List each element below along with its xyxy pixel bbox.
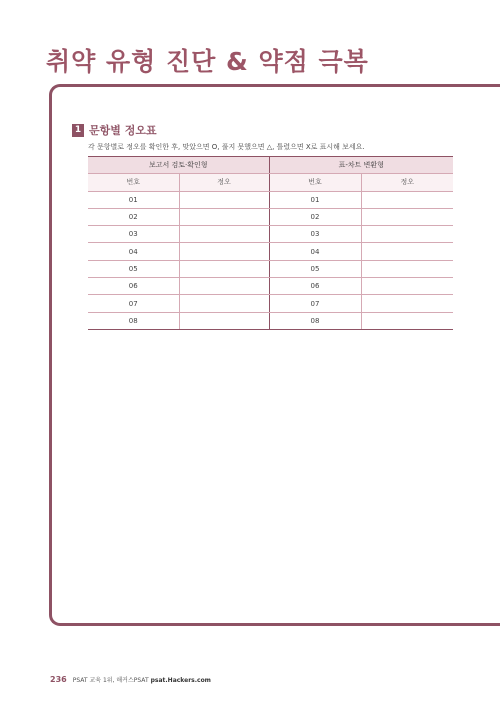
column-header-number: 번호 [88, 174, 179, 191]
result-cell[interactable] [179, 295, 269, 312]
column-header-number: 번호 [269, 174, 361, 191]
column-header-result: 정오 [179, 174, 269, 191]
table-row [88, 226, 453, 243]
question-number-cell: 02 [269, 208, 361, 225]
page-number: 236 [50, 675, 67, 684]
table-row [88, 278, 453, 295]
result-cell[interactable] [361, 278, 453, 295]
question-number-cell: 01 [269, 191, 361, 208]
result-cell[interactable] [179, 260, 269, 277]
result-cell[interactable] [361, 208, 453, 225]
result-cell[interactable] [361, 260, 453, 277]
question-number-cell: 05 [269, 260, 361, 277]
result-cell[interactable] [361, 243, 453, 260]
question-number-cell: 08 [269, 312, 361, 329]
group-header-table-chart: 표-차트 변환형 [269, 157, 453, 174]
table-row [88, 208, 453, 225]
result-cell[interactable] [179, 226, 269, 243]
footer-text: PSAT 교육 1위, 해커스PSAT [72, 677, 149, 684]
question-number-cell: 07 [269, 295, 361, 312]
table-row [88, 295, 453, 312]
table-row [88, 260, 453, 277]
question-number-cell: 06 [269, 278, 361, 295]
result-cell[interactable] [179, 278, 269, 295]
instruction-text: 각 문항별로 정오를 확인한 후, 맞았으면 O, 풀지 못했으면 △, 틀렸으면 X로 표시해 보세요. [88, 143, 365, 151]
result-cell[interactable] [179, 243, 269, 260]
question-number-cell: 03 [88, 226, 179, 243]
question-number-cell: 01 [88, 191, 179, 208]
footer-url: psat.Hackers.com [150, 677, 211, 684]
question-number-cell: 06 [88, 278, 179, 295]
result-cell[interactable] [361, 226, 453, 243]
table-row [88, 191, 453, 208]
group-header-report-review: 보고서 검토·확인형 [88, 157, 269, 174]
question-number-cell: 07 [88, 295, 179, 312]
result-cell[interactable] [361, 191, 453, 208]
result-cell[interactable] [179, 208, 269, 225]
question-number-cell: 08 [88, 312, 179, 329]
answer-check-table [88, 156, 453, 330]
question-number-cell: 04 [269, 243, 361, 260]
question-number-cell: 03 [269, 226, 361, 243]
question-number-cell: 04 [88, 243, 179, 260]
section-number-badge: 1 [72, 124, 84, 137]
result-cell[interactable] [179, 191, 269, 208]
result-cell[interactable] [361, 312, 453, 329]
result-cell[interactable] [179, 312, 269, 329]
page-title: 취약 유형 진단 & 약점 극복 [46, 47, 369, 76]
question-number-cell: 02 [88, 208, 179, 225]
result-cell[interactable] [361, 295, 453, 312]
table-row [88, 312, 453, 329]
column-header-result: 정오 [361, 174, 453, 191]
question-number-cell: 05 [88, 260, 179, 277]
section-title: 문항별 정오표 [89, 124, 157, 137]
table-row [88, 243, 453, 260]
page-footer [50, 675, 211, 684]
section-heading [72, 122, 157, 138]
